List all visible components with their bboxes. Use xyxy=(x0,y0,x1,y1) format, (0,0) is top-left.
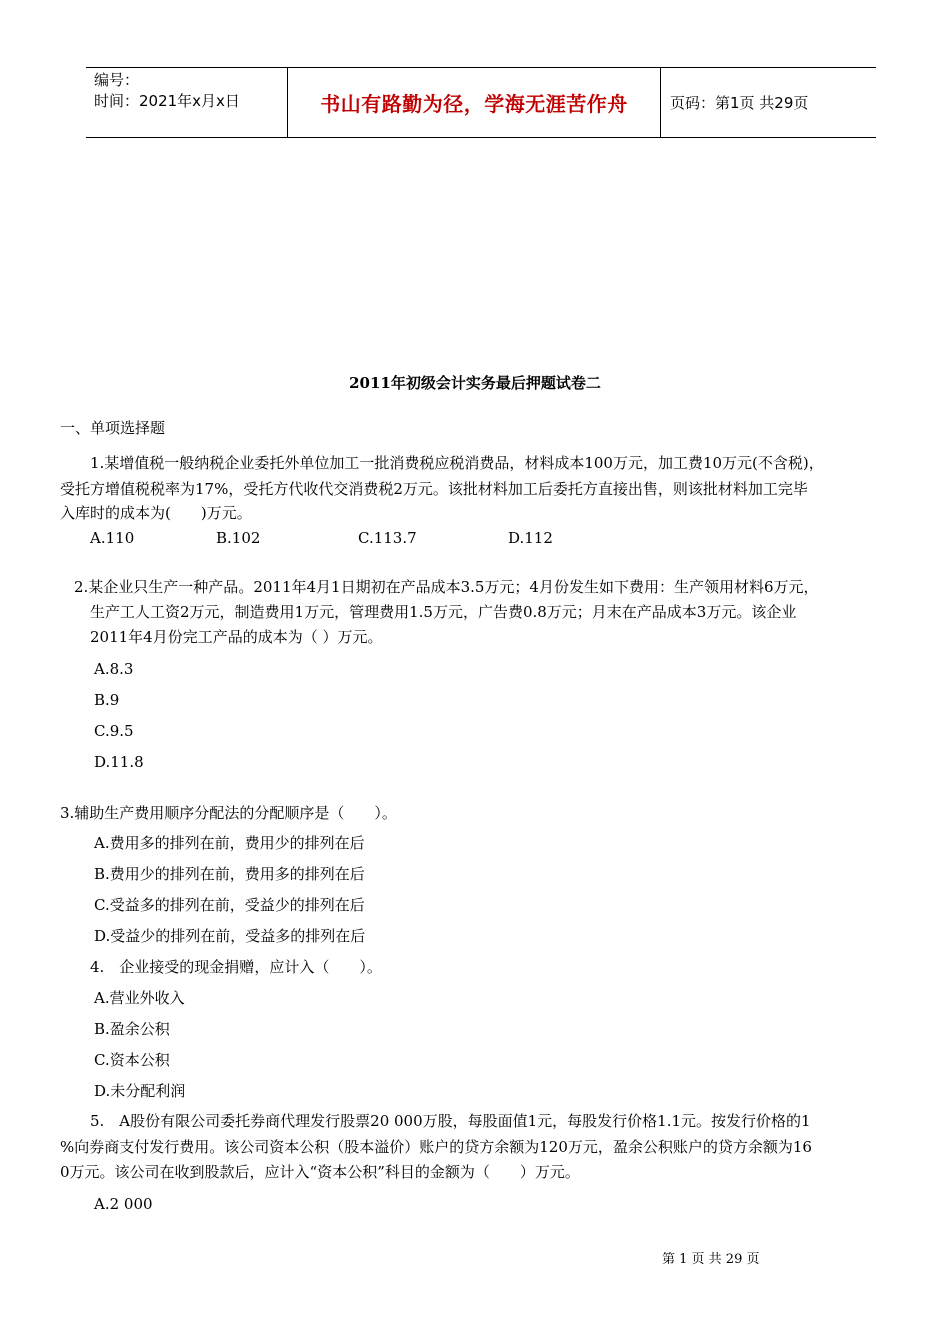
section-heading: 一、单项选择题 xyxy=(60,419,166,437)
question-5-line: 5. A股份有限公司委托券商代理发行股票20 000万股，每股面值1元，每股发行价格1.1元。按发行价格的1 xyxy=(90,1112,811,1130)
question-2-line: 2011年4月份完工产品的成本为（ ）万元。 xyxy=(90,628,383,646)
question-1-option-d: D.112 xyxy=(508,529,553,547)
header-motto: 书山有路勤为径，学海无涯苦作舟 xyxy=(320,92,628,116)
header-divider xyxy=(660,68,661,137)
question-2-line: 2.某企业只生产一种产品。2011年4月1日期初在产品成本3.5万元；4月份发生如下费用：生产领用材料6万元， xyxy=(74,578,819,596)
question-4-option-b: B.盈余公积 xyxy=(94,1020,170,1038)
question-1-option-c: C.113.7 xyxy=(358,529,417,547)
header-meta xyxy=(94,70,240,112)
question-2-option-a: A.8.3 xyxy=(94,660,134,678)
question-2-option-c: C.9.5 xyxy=(94,722,134,740)
question-3-option-a: A.费用多的排列在前，费用少的排列在后 xyxy=(94,834,365,852)
question-5-line: %向券商支付发行费用。该公司资本公积（股本溢价）账户的贷方余额为120万元，盈余公积账户的贷方余额为16 xyxy=(60,1138,812,1156)
question-1-line: 1.某增值税一般纳税企业委托外单位加工一批消费税应税消费品，材料成本100万元，加工费10万元(不含税)， xyxy=(90,454,824,472)
question-4-option-a: A.营业外收入 xyxy=(94,989,185,1007)
question-4-option-c: C.资本公积 xyxy=(94,1051,170,1069)
code-label: 编号： xyxy=(94,71,140,89)
question-3-option-b: B.费用少的排列在前，费用多的排列在后 xyxy=(94,865,365,883)
question-1-option-a: A.110 xyxy=(90,529,135,547)
question-4-option-d: D.未分配利润 xyxy=(94,1082,186,1100)
header-page-info: 页码：第1页 共29页 xyxy=(670,94,809,112)
page-footer: 第 1 页 共 29 页 xyxy=(662,1252,760,1267)
question-1-line: 入库时的成本为( )万元。 xyxy=(60,504,252,522)
question-2-option-b: B.9 xyxy=(94,691,120,709)
document-title: 2011年初级会计实务最后押题试卷二 xyxy=(349,374,601,392)
date-label: 时间：2021年x月x日 xyxy=(94,92,240,110)
question-3-line: 3.辅助生产费用顺序分配法的分配顺序是（ ）。 xyxy=(60,804,397,822)
question-2-line: 生产工人工资2万元，制造费用1万元，管理费用1.5万元，广告费0.8万元；月末在产品成本3万元。该企业 xyxy=(90,603,797,621)
question-1-option-b: B.102 xyxy=(216,529,261,547)
question-3-option-d: D.受益少的排列在前，受益多的排列在后 xyxy=(94,927,366,945)
question-5-option-a: A.2 000 xyxy=(94,1195,153,1213)
question-5-line: 0万元。该公司在收到股款后，应计入“资本公积”科目的金额为（ ）万元。 xyxy=(60,1163,580,1181)
question-4-line: 4. 企业接受的现金捐赠，应计入（ ）。 xyxy=(90,958,382,976)
page-header xyxy=(86,67,876,138)
question-1-line: 受托方增值税税率为17%，受托方代收代交消费税2万元。该批材料加工后委托方直接出售，则该批材料加工完毕 xyxy=(60,480,808,498)
question-2-option-d: D.11.8 xyxy=(94,753,144,771)
question-3-option-c: C.受益多的排列在前，受益少的排列在后 xyxy=(94,896,365,914)
